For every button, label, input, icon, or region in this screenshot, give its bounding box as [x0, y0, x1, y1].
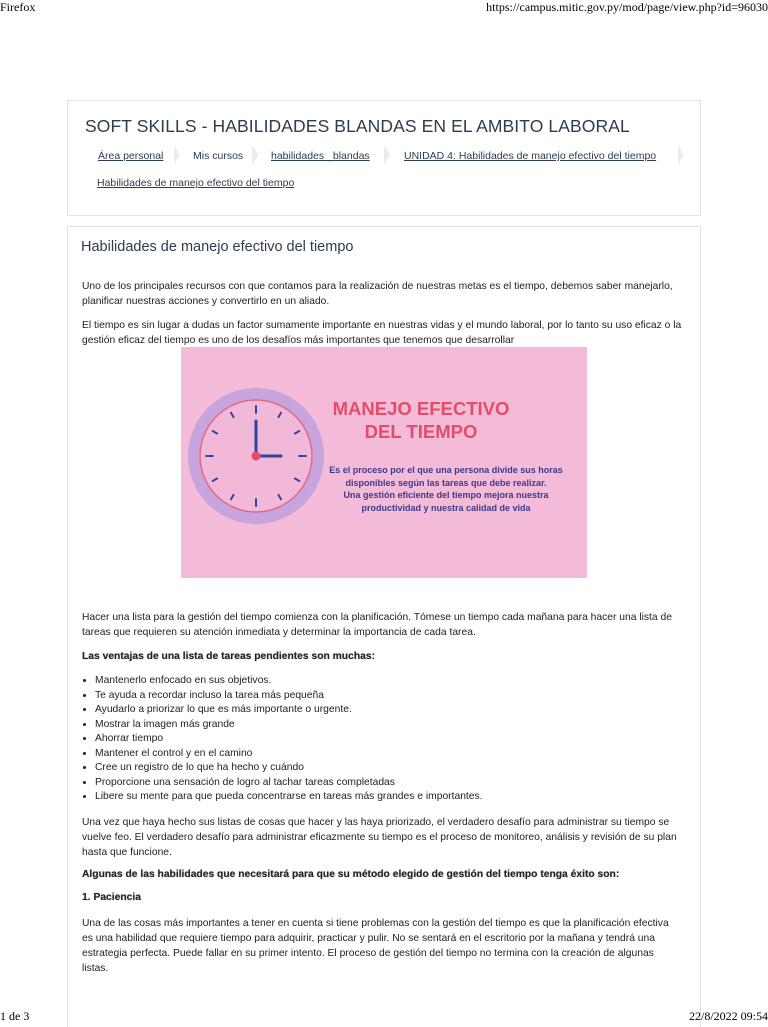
list-item: • Ayudarlo a priorizar lo que es más importante o urgente.: [95, 703, 483, 718]
breadcrumb-item-unidad[interactable]: UNIDAD 4: Habilidades de manejo efectivo del tiempo: [404, 150, 657, 162]
list-item: • Te ayuda a recordar incluso la tarea más pequeña: [95, 689, 483, 704]
list-item: • Mostrar la imagen más grande: [95, 718, 483, 733]
banner-title: MANEJO EFECTIVO DEL TIEMPO: [332, 398, 510, 442]
heading-paciencia: 1. Paciencia: [82, 892, 141, 903]
list-item: • Mantener el control y en el camino: [95, 747, 483, 762]
banner-text-line: Una gestión eficiente del tiempo mejora nuestra productividad y nuestra calidad de vida: [343, 490, 549, 513]
paragraph-time-importance: El tiempo es sin lugar a dudas un factor sumamente importante en nuestras vidas y el mundo laboral, por lo tanto su uso eficaz o la gestión eficaz del tiempo es uno de los desafíos más importantes que tenemos que desarrollar: [82, 320, 682, 346]
ventajas-list: [82, 674, 483, 805]
list-item: • Libere su mente para que pueda concentrarse en tareas más grandes e importantes.: [95, 790, 483, 805]
banner-text-line: Es el proceso por el que una persona divide sus horas disponibles según las tareas que debe realizar.: [329, 465, 563, 488]
course-header: [67, 100, 701, 216]
heading-ventajas: Las ventajas de una lista de tareas pendientes son muchas:: [82, 651, 375, 662]
breadcrumb-separator-icon: [252, 145, 258, 165]
breadcrumb-separator-icon: [678, 145, 684, 165]
list-item: • Ahorrar tiempo: [95, 732, 483, 747]
page-counter: 1 de 3: [0, 1009, 30, 1023]
print-datetime: 22/8/2022 09:54: [688, 1009, 768, 1023]
breadcrumb-item-course[interactable]: habilidades _blandas: [271, 150, 370, 162]
clock-icon: [181, 347, 587, 578]
paragraph-list-planning: Hacer una lista para la gestión del tiempo comienza con la planificación. Tómese un tiempo cada mañana para hacer una lista de tareas que requieren su atención inmediata y determinar la importancia de cada tarea.: [82, 612, 672, 638]
course-title: SOFT SKILLS - HABILIDADES BLANDAS EN EL AMBITO LABORAL: [85, 116, 630, 136]
paragraph-intro: Uno de los principales recursos con que contamos para la realización de nuestras metas es el tiempo, debemos saber manejarlo, planificar nuestras acciones y convertirlo en un aliado.: [82, 281, 673, 307]
breadcrumb-separator-icon: [384, 145, 390, 165]
banner-text: [321, 464, 571, 514]
time-management-banner-image: [181, 347, 587, 578]
heading-habilidades: Algunas de las habilidades que necesitará para que su método elegido de gestión del tiempo tenga éxito son:: [82, 869, 620, 880]
page-title: Habilidades de manejo efectivo del tiempo: [81, 239, 354, 255]
page-url: https://campus.mitic.gov.py/mod/page/view.php?id=96030: [486, 0, 768, 14]
browser-name: Firefox: [0, 0, 36, 14]
main-content: [67, 226, 701, 1027]
list-item: • Cree un registro de lo que ha hecho y cuándo: [95, 761, 483, 776]
breadcrumb-item-area-personal[interactable]: Área personal: [98, 150, 164, 162]
paragraph-monitoring: Una vez que haya hecho sus listas de cosas que hacer y las haya priorizado, el verdadero desafío para administrar su tiempo se vuelve feo. El verdadero desafío para administrar eficazmente su tiempo es el proceso de monitoreo, análisis y revisión de su plan hasta que funcione.: [82, 817, 677, 858]
list-item: • Proporcione una sensación de logro al tachar tareas completadas: [95, 776, 483, 791]
paragraph-paciencia: Una de las cosas más importantes a tener en cuenta si tiene problemas con la gestión del tiempo es que la planificación efectiva es una habilidad que requiere tiempo para adquirir, practicar y pulir. No se sentará en el escritorio por la mañana y tendrá una estrategia perfecta. Puede fallar en su primer intento. El proceso de gestión del tiempo no termina con la creación de algunas listas.: [82, 918, 669, 974]
breadcrumb-separator-icon: [174, 145, 180, 165]
breadcrumb-item-page[interactable]: Habilidades de manejo efectivo del tiempo: [97, 177, 295, 189]
print-footer: [0, 1008, 768, 1024]
list-item: • Mantenerlo enfocado en sus objetivos.: [95, 674, 483, 689]
breadcrumb-item-mis-cursos[interactable]: Mis cursos: [193, 150, 244, 162]
print-header: [0, 0, 768, 18]
